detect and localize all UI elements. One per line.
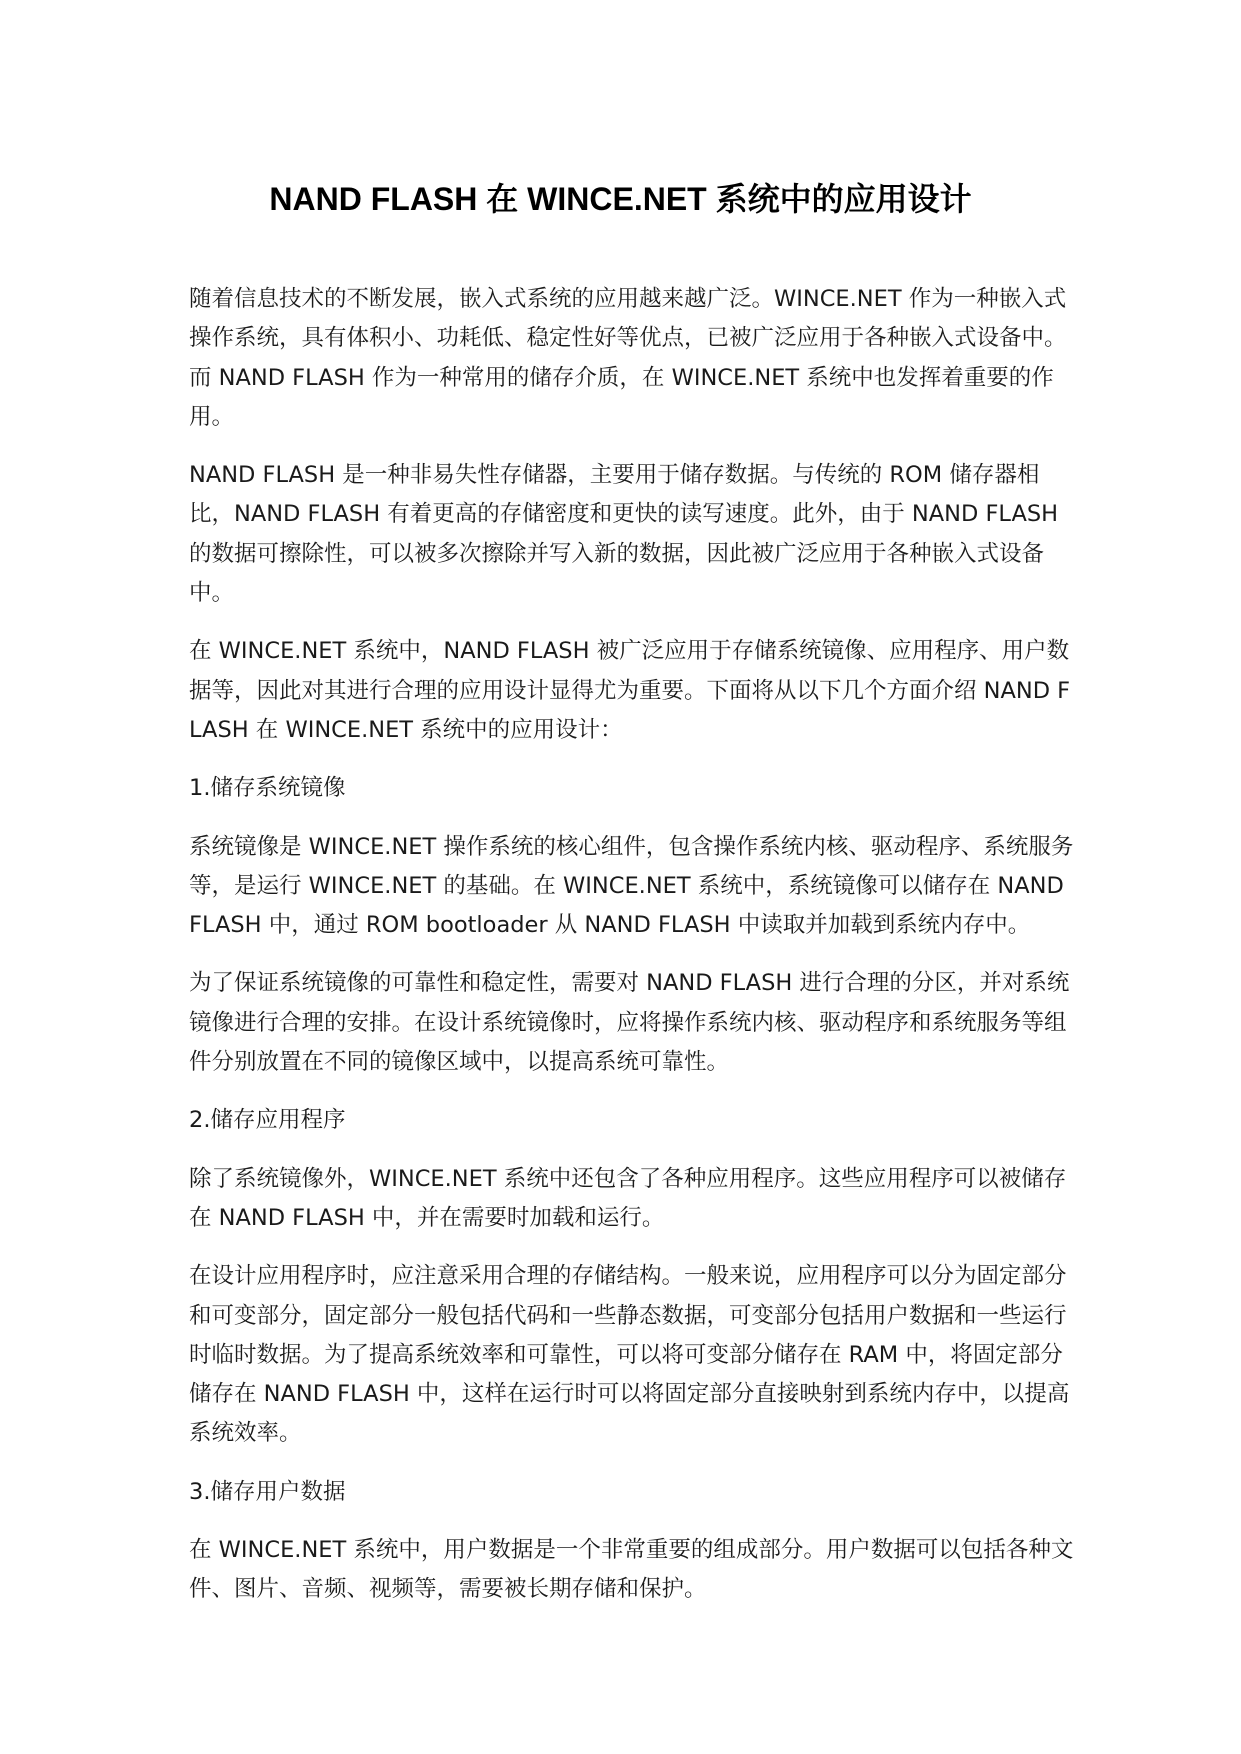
paragraph-application-intro: 在 WINCE.NET 系统中，NAND FLASH 被广泛应用于存储系统镜像、应用程序、用户数据等，因此对其进行合理的应用设计显得尤为重要。下面将从以下几个方面介绍 NAND FLASH 在 WINCE.NET 系统中的应用设计： [189,638,1071,743]
paragraph-system-image: 系统镜像是 WINCE.NET 操作系统的核心组件，包含操作系统内核、驱动程序、系统服务等，是运行 WINCE.NET 的基础。在 WINCE.NET 系统中，系统镜像可以储存在 NAND FLASH 中，通过 ROM bootloader 从 NAND FLASH 中读取并加载到系统内存中。 [189,833,1074,939]
section-heading-system-image: 1.储存系统镜像 [189,775,346,802]
paragraph-application-storage: 在设计应用程序时，应注意采用合理的存储结构。一般来说，应用程序可以分为固定部分和可变部分，固定部分一般包括代码和一些静态数据，可变部分包括用户数据和一些运行时临时数据。为了提高系统效率和可靠性，可以将可变部分储存在 RAM 中，将固定部分储存在 NAND FLASH 中，这样在运行时可以将固定部分直接映射到系统内存中，以提高系统效率。 [189,1263,1070,1447]
paragraph-intro: 随着信息技术的不断发展，嵌入式系统的应用越来越广泛。WINCE.NET 作为一种嵌入式操作系统，具有体积小、功耗低、稳定性好等优点，已被广泛应用于各种嵌入式设备中。而 NAND FLASH 作为一种常用的储存介质，在 WINCE.NET 系统中也发挥着重要的作用。 [189,286,1067,430]
document-title: NAND FLASH 在 WINCE.NET 系统中的应用设计 [269,181,972,217]
document-body [189,280,1079,1629]
section-heading-applications: 2.储存应用程序 [189,1107,346,1134]
paragraph-nand-overview: NAND FLASH 是一种非易失性存储器，主要用于储存数据。与传统的 ROM 储存器相比，NAND FLASH 有着更高的存储密度和更快的读写速度。此外，由于 NAND FLASH 的数据可擦除性，可以被多次擦除并写入新的数据，因此被广泛应用于各种嵌入式设备中。 [189,462,1059,607]
paragraph-applications: 除了系统镜像外，WINCE.NET 系统中还包含了各种应用程序。这些应用程序可以被储存在 NAND FLASH 中，并在需要时加载和运行。 [189,1165,1067,1231]
paragraph-system-image-partition: 为了保证系统镜像的可靠性和稳定性，需要对 NAND FLASH 进行合理的分区，并对系统镜像进行合理的安排。在设计系统镜像时，应将操作系统内核、驱动程序和系统服务等组件分别放置在不同的镜像区域中，以提高系统可靠性。 [189,970,1070,1076]
section-heading-user-data: 3.储存用户数据 [189,1478,346,1505]
paragraph-user-data: 在 WINCE.NET 系统中，用户数据是一个非常重要的组成部分。用户数据可以包括各种文件、图片、音频、视频等，需要被长期存储和保护。 [189,1537,1074,1603]
